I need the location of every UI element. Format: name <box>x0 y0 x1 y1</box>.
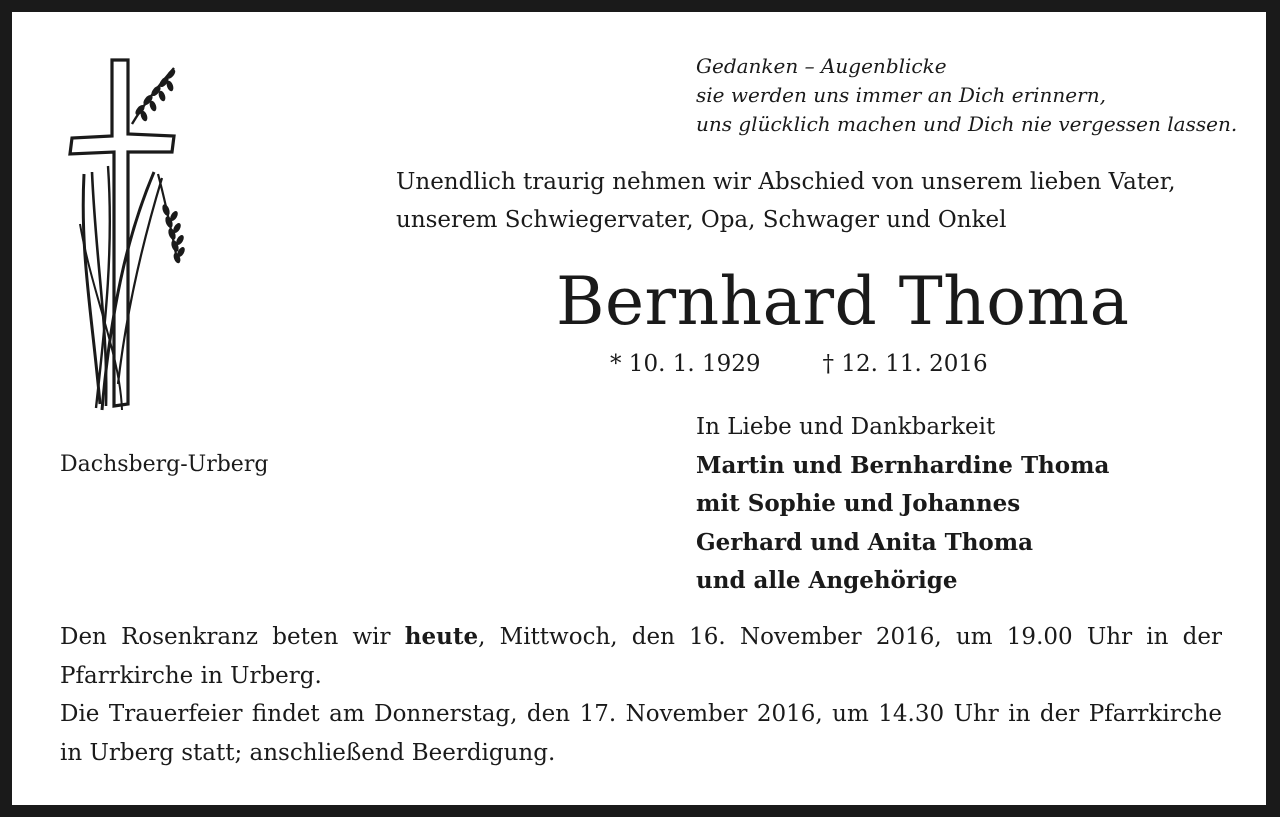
cross-with-wheat-icon <box>62 54 186 412</box>
rosary-day-emphasis: heute <box>404 623 479 650</box>
mourner-line: und alle Angehörige <box>696 567 958 594</box>
poem <box>696 52 1237 139</box>
rosary-text-after: , Mittwoch, den 16. November 2016, um 19.00 Uhr in der <box>478 624 1222 650</box>
funeral-location: in Urberg statt; anschließend Beerdigung. <box>60 739 556 766</box>
mourner-line: Gerhard und Anita Thoma <box>696 528 1034 556</box>
rosary-line <box>60 618 1222 657</box>
life-dates <box>610 347 988 381</box>
mourner-line: mit Sophie und Johannes <box>696 490 1021 517</box>
rosary-location: Pfarrkirche in Urberg. <box>60 662 322 689</box>
birth-date: * 10. 1. 1929 <box>610 351 761 377</box>
poem-line: uns glücklich machen und Dich nie vergessen lassen. <box>696 112 1238 136</box>
mourner-line: Martin und Bernhardine Thoma <box>696 451 1110 479</box>
deceased-name: Bernhard Thoma <box>556 263 1130 340</box>
death-date: † 12. 11. 2016 <box>822 351 988 377</box>
rosary-text-before: Den Rosenkranz beten wir <box>60 624 405 650</box>
intro-line: Unendlich traurig nehmen wir Abschied von unserem lieben Vater, <box>396 169 1176 195</box>
intro-text <box>396 163 1176 239</box>
poem-line: Gedanken – Augenblicke <box>696 54 947 78</box>
mourners-heading: In Liebe und Dankbarkeit <box>696 414 996 440</box>
intro-line: unserem Schwiegervater, Opa, Schwager und Onkel <box>396 207 1007 233</box>
mourners-block <box>696 408 1109 601</box>
poem-line: sie werden uns immer an Dich erinnern, <box>696 83 1106 107</box>
service-notice <box>60 618 1222 772</box>
place-name: Dachsberg-Urberg <box>60 452 269 477</box>
funeral-line: Die Trauerfeier findet am Donnerstag, den 17. November 2016, um 14.30 Uhr in der Pfarrkirche <box>60 701 1222 727</box>
